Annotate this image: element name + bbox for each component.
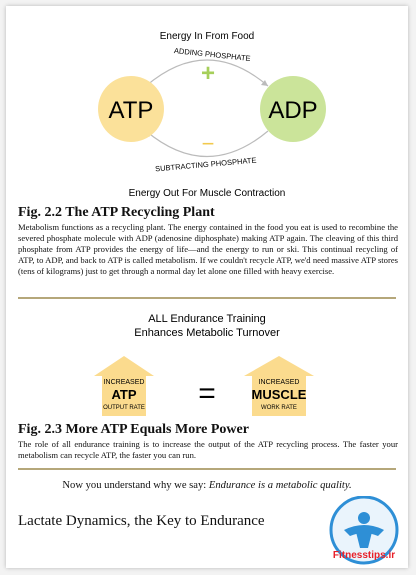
turnover-heading-line2: Enhances Metabolic Turnover bbox=[134, 327, 280, 339]
turnover-heading-line1: ALL Endurance Training bbox=[148, 313, 266, 325]
atp-box-top: INCREASED bbox=[103, 379, 145, 386]
energy-out-label: Energy Out For Muscle Contraction bbox=[128, 188, 286, 199]
adding-phosphate-label: ADDING PHOSPHATE bbox=[173, 46, 252, 64]
energy-in-label: Energy In From Food bbox=[159, 31, 255, 42]
atp-box-bottom: OUTPUT RATE bbox=[103, 405, 145, 411]
fitnesstips-watermark-logo bbox=[322, 496, 406, 568]
muscle-box-top: INCREASED bbox=[258, 379, 300, 386]
section-divider-2 bbox=[18, 468, 396, 470]
muscle-box-bottom: WORK RATE bbox=[261, 405, 297, 411]
endurance-quote bbox=[6, 480, 408, 491]
figure-2-3-caption: Fig. 2.3 More ATP Equals More Power bbox=[18, 422, 249, 437]
subtracting-phosphate-label: SUBTRACTING PHOSPHATE bbox=[154, 155, 257, 174]
quote-lead: Now you understand why we say: bbox=[62, 480, 209, 491]
figure-2-3-paragraph: The role of all endurance training is to increase the output of the ATP recycling process. The faster your metabolism can recycle ATP, the faster you can run. bbox=[18, 439, 398, 460]
muscle-box-big: MUSCLE bbox=[251, 387, 307, 402]
page bbox=[6, 6, 408, 568]
adp-label: ADP bbox=[268, 97, 318, 124]
atp-recycling-diagram bbox=[6, 6, 408, 206]
minus-sign: − bbox=[201, 131, 215, 156]
section-heading: Lactate Dynamics, the Key to Endurance bbox=[18, 513, 265, 529]
plus-sign: + bbox=[200, 60, 216, 87]
watermark-text: Fitnesstips.ir bbox=[332, 550, 396, 561]
section-divider bbox=[18, 297, 396, 299]
quote-emphasis: Endurance is a metabolic quality. bbox=[208, 480, 352, 491]
atp-label: ATP bbox=[108, 97, 154, 124]
figure-2-2-caption: Fig. 2.2 The ATP Recycling Plant bbox=[18, 205, 215, 220]
metabolic-turnover-diagram bbox=[6, 306, 408, 416]
athlete-head-icon bbox=[358, 512, 370, 524]
figure-2-2-paragraph: Metabolism functions as a recycling plant. The energy contained in the food you eat is used to recombine the severed phosphate molecule with ADP (adenosine diphosphate) making ATP again. The cleaving of this third phosphate from ATP provides the energy of life—and the energy to run or ski. This continual recycling of ATP, to ADP, and back to ATP is called metabolism. If we couldn't recycle ATP, we'd need massive ATP stores (tens of kilograms) just to get through a normal day let alone one filled with heavy exercise. bbox=[18, 222, 398, 276]
atp-box-big: ATP bbox=[111, 387, 137, 402]
equals-sign: = bbox=[198, 377, 216, 410]
